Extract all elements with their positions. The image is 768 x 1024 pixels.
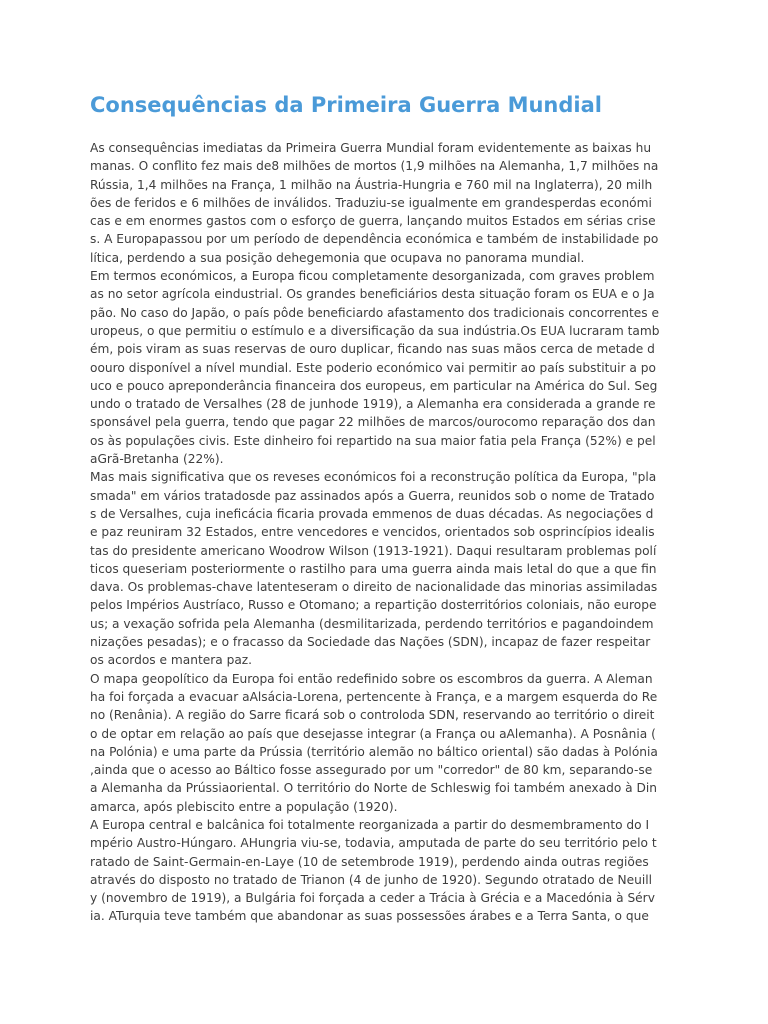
text-line: nizações pesadas); e o fracasso da Sociedade das Nações (SDN), incapaz de fazer respeitar [90, 635, 651, 650]
text-line: Em termos económicos, a Europa ficou completamente desorganizada, com graves problem [90, 269, 655, 284]
text-line: o de optar em relação ao país que desejasse integrar (a França ou aAlemanha). A Posnânia ( [90, 726, 656, 741]
text-line: O mapa geopolítico da Europa foi então redefinido sobre os escombros da guerra. A Aleman [90, 671, 653, 686]
text-line: as no setor agrícola eindustrial. Os grandes beneficiários desta situação foram os EUA e o Ja [90, 287, 655, 302]
text-line: ratado de Saint-Germain-en-Laye (10 de setembrode 1919), perdendo ainda outras regiões [90, 854, 649, 869]
text-line: manas. O conflito fez mais de8 milhões de mortos (1,9 milhões na Alemanha, 1,7 milhões na [90, 159, 659, 174]
text-line: lítica, perdendo a sua posição dehegemonia que ocupava no panorama mundial. [90, 250, 585, 265]
text-line: ha foi forçada a evacuar aAlsácia-Lorena, pertencente à França, e a margem esquerda do Re [90, 689, 658, 704]
document-title: Consequências da Primeira Guerra Mundial [90, 93, 602, 117]
text-line: As consequências imediatas da Primeira Guerra Mundial foram evidentemente as baixas hu [90, 141, 652, 155]
text-line: s de Versalhes, cuja ineficácia ficaria provada emmenos de duas décadas. As negociações d [90, 506, 654, 521]
text-line: os às populações civis. Este dinheiro foi repartido na sua maior fatia pela França (52%) e pel [90, 433, 656, 448]
text-line: na Polónia) e uma parte da Prússia (território alemão no báltico oriental) são dadas à Polónia [90, 744, 658, 759]
text-line: e paz reuniram 32 Estados, entre vencedores e vencidos, orientados sob osprincípios idealis [90, 525, 655, 540]
text-line: tas do presidente americano Woodrow Wilson (1913-1921). Daqui resultaram problemas polí [90, 543, 657, 558]
text-line: uropeus, o que permitiu o estímulo e a diversificação da sua indústria.Os EUA lucraram tamb [90, 323, 660, 338]
text-line: no (Renânia). A região do Sarre ficará sob o controloda SDN, reservando ao território o direit [90, 708, 655, 723]
text-line: cas e em enormes gastos com o esforço de guerra, lançando muitos Estados em sérias crise [90, 214, 656, 229]
text-line: sponsável pela guerra, tendo que pagar 22 milhões de marcos/ourocomo reparação dos dan [90, 415, 656, 430]
text-line: os acordos e mantera paz. [90, 653, 253, 668]
text-line: oouro disponível a nível mundial. Este poderio económico vai permitir ao país substituir a po [90, 360, 656, 375]
text-line: ,ainda que o acesso ao Báltico fosse assegurado por um "corredor" de 80 km, separando-se [90, 763, 653, 778]
text-line: smada" em vários tratadosde paz assinados após a Guerra, reunidos sob o nome de Tratado [90, 488, 655, 503]
document-body [90, 139, 690, 926]
text-line: uco e pouco apreponderância financeira dos europeus, em particular na América do Sul. Seg [90, 378, 658, 393]
text-line: ém, pois viram as suas reservas de ouro duplicar, ficando nas suas mãos cerca de metade d [90, 342, 655, 357]
text-line: undo o tratado de Versalhes (28 de junhode 1919), a Alemanha era considerada a grande re [90, 397, 656, 412]
text-line: pelos Impérios Austríaco, Russo e Otomano; a repartição dosterritórios coloniais, não europe [90, 598, 657, 613]
text-line: A Europa central e balcânica foi totalmente reorganizada a partir do desmembramento do I [90, 817, 650, 832]
text-line: a Alemanha da Prússiaoriental. O território do Norte de Schleswig foi também anexado à Din [90, 781, 657, 796]
text-line: y (novembro de 1919), a Bulgária foi forçada a ceder a Trácia à Grécia e a Macedónia à Sérv [90, 891, 655, 906]
text-line: Mas mais significativa que os reveses económicos foi a reconstrução política da Europa, "pla [90, 470, 657, 485]
text-line: s. A Europapassou por um período de dependência económica e também de instabilidade po [90, 232, 659, 247]
text-line: através do disposto no tratado de Trianon (4 de junho de 1920). Segundo otratado de Neuill [90, 872, 653, 887]
text-line: mpério Austro-Húngaro. AHungria viu-se, todavia, amputada de parte do seu território pelo t [90, 836, 657, 851]
text-line: ticos queseriam posteriormente o rastilho para uma guerra ainda mais letal do que a que fin [90, 561, 657, 576]
text-line: Rússia, 1,4 milhões na França, 1 milhão na Áustria-Hungria e 760 mil na Inglaterra), 20 milh [90, 177, 653, 192]
text-line: pão. No caso do Japão, o país pôde beneficiardo afastamento dos tradicionais concorrentes e [90, 305, 659, 320]
text-line: aGrã-Bretanha (22%). [90, 452, 224, 467]
text-line: ia. ATurquia teve também que abandonar as suas possessões árabes e a Terra Santa, o que [90, 909, 649, 924]
text-line: amarca, após plebiscito entre a população (1920). [90, 799, 398, 814]
text-line: dava. Os problemas-chave latenteseram o direito de nacionalidade das minorias assimiladas [90, 580, 658, 595]
text-line: ões de feridos e 6 milhões de inválidos. Traduziu-se igualmente em grandesperdas económi [90, 195, 652, 210]
text-line: us; a vexação sofrida pela Alemanha (desmilitarizada, perdendo territórios e pagandoindem [90, 616, 654, 631]
